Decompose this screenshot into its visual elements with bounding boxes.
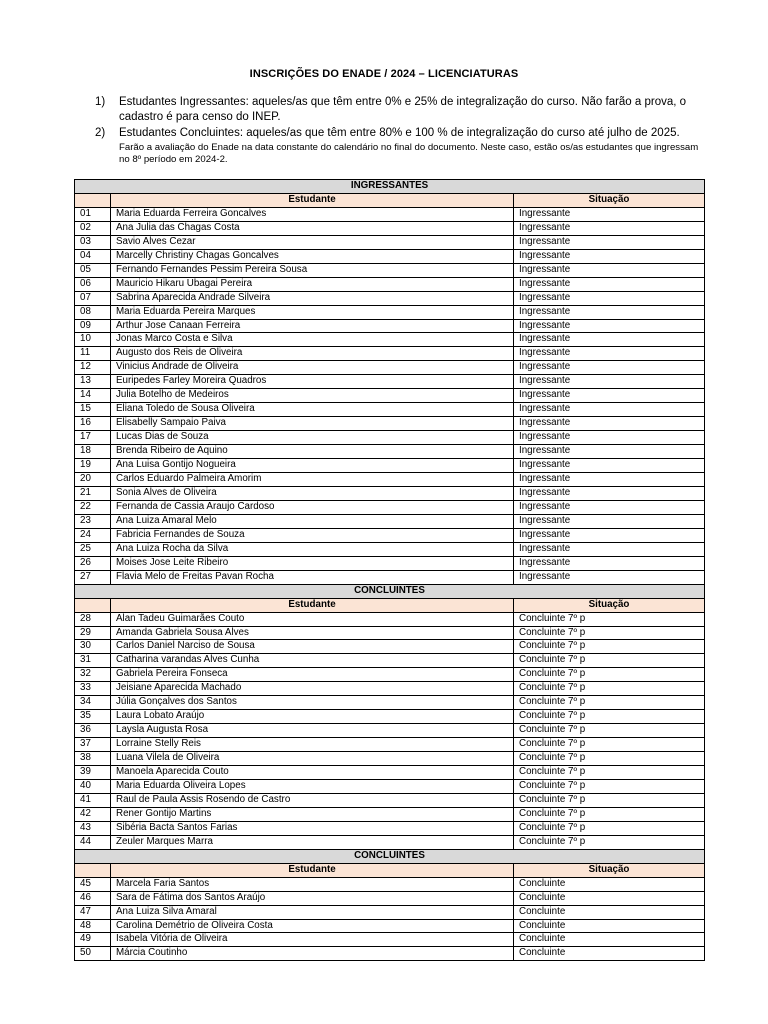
table-row [75, 277, 705, 291]
row-number: 31 [75, 654, 111, 668]
student-status: Ingressante [514, 361, 705, 375]
row-number: 16 [75, 417, 111, 431]
row-number: 49 [75, 933, 111, 947]
student-status: Concluinte 7º p [514, 724, 705, 738]
student-status: Concluinte 7º p [514, 738, 705, 752]
student-name: Jonas Marco Costa e Silva [111, 333, 514, 347]
student-name: Sara de Fátima dos Santos Araújo [111, 891, 514, 905]
student-status: Ingressante [514, 417, 705, 431]
row-number: 09 [75, 319, 111, 333]
student-name: Julia Botelho de Medeiros [111, 389, 514, 403]
student-status: Ingressante [514, 207, 705, 221]
column-header-status: Situação [514, 863, 705, 877]
student-status: Concluinte [514, 877, 705, 891]
student-name: Marcelly Christiny Chagas Goncalves [111, 249, 514, 263]
table-row [75, 542, 705, 556]
student-status: Concluinte 7º p [514, 793, 705, 807]
table-row [75, 249, 705, 263]
table-row [75, 375, 705, 389]
student-name: Carlos Daniel Narciso de Sousa [111, 640, 514, 654]
student-status: Ingressante [514, 347, 705, 361]
row-number: 33 [75, 682, 111, 696]
student-status: Concluinte 7º p [514, 626, 705, 640]
student-name: Manoela Aparecida Couto [111, 766, 514, 780]
student-name: Jeisiane Aparecida Machado [111, 682, 514, 696]
student-status: Concluinte 7º p [514, 696, 705, 710]
table-row [75, 221, 705, 235]
row-number: 10 [75, 333, 111, 347]
student-status: Concluinte [514, 919, 705, 933]
row-number: 03 [75, 235, 111, 249]
column-header-student: Estudante [111, 193, 514, 207]
student-name: Carlos Eduardo Palmeira Amorim [111, 473, 514, 487]
student-status: Ingressante [514, 431, 705, 445]
student-name: Lorraine Stelly Reis [111, 738, 514, 752]
table-row [75, 877, 705, 891]
student-name: Sonia Alves de Oliveira [111, 486, 514, 500]
row-number: 28 [75, 612, 111, 626]
student-name: Flavia Melo de Freitas Pavan Rocha [111, 570, 514, 584]
column-header-row [75, 598, 705, 612]
table-row [75, 654, 705, 668]
row-number: 41 [75, 793, 111, 807]
table-row [75, 905, 705, 919]
row-number: 08 [75, 305, 111, 319]
student-name: Euripedes Farley Moreira Quadros [111, 375, 514, 389]
table-row [75, 556, 705, 570]
student-name: Savio Alves Cezar [111, 235, 514, 249]
row-number: 46 [75, 891, 111, 905]
student-name: Moises Jose Leite Ribeiro [111, 556, 514, 570]
row-number: 20 [75, 473, 111, 487]
column-header-student: Estudante [111, 863, 514, 877]
intro-item-ingressantes [95, 95, 705, 124]
intro-item-text: Estudantes Concluintes: aqueles/as que têm entre 80% e 100 % de integralização do curso até julho de 2025. [119, 127, 680, 139]
student-status: Ingressante [514, 528, 705, 542]
section-title-row [75, 849, 705, 863]
table-row [75, 807, 705, 821]
student-name: Mauricio Hikaru Ubagai Pereira [111, 277, 514, 291]
row-number: 13 [75, 375, 111, 389]
student-name: Augusto dos Reis de Oliveira [111, 347, 514, 361]
section-title-row [75, 584, 705, 598]
student-status: Ingressante [514, 570, 705, 584]
student-name: Sabrina Aparecida Andrade Silveira [111, 291, 514, 305]
table-row [75, 347, 705, 361]
intro-item-note: Farão a avaliação do Enade na data constante do calendário no final do documento. Neste caso, estão os/as estudantes que ingressam no 8º período em 2024-2. [119, 141, 699, 165]
student-name: Laura Lobato Araújo [111, 710, 514, 724]
table-row [75, 668, 705, 682]
row-number: 14 [75, 389, 111, 403]
column-header-number [75, 193, 111, 207]
student-status: Ingressante [514, 542, 705, 556]
table-row [75, 793, 705, 807]
row-number: 04 [75, 249, 111, 263]
student-name: Maria Eduarda Oliveira Lopes [111, 779, 514, 793]
row-number: 44 [75, 835, 111, 849]
student-status: Concluinte [514, 933, 705, 947]
row-number: 36 [75, 724, 111, 738]
section-title: CONCLUINTES [75, 584, 705, 598]
student-status: Concluinte 7º p [514, 779, 705, 793]
student-status: Ingressante [514, 235, 705, 249]
student-status: Ingressante [514, 556, 705, 570]
row-number: 48 [75, 919, 111, 933]
table-row [75, 486, 705, 500]
row-number: 24 [75, 528, 111, 542]
table-row [75, 473, 705, 487]
row-number: 40 [75, 779, 111, 793]
student-name: Eliana Toledo de Sousa Oliveira [111, 403, 514, 417]
student-name: Alan Tadeu Guimarães Couto [111, 612, 514, 626]
table-row [75, 919, 705, 933]
student-status: Concluinte 7º p [514, 821, 705, 835]
student-name: Maria Eduarda Ferreira Goncalves [111, 207, 514, 221]
row-number: 27 [75, 570, 111, 584]
table-row [75, 682, 705, 696]
student-name: Elisabelly Sampaio Paiva [111, 417, 514, 431]
student-status: Concluinte 7º p [514, 835, 705, 849]
student-status: Concluinte [514, 891, 705, 905]
student-name: Rener Gontijo Martins [111, 807, 514, 821]
table-row [75, 403, 705, 417]
table-row [75, 933, 705, 947]
student-status: Concluinte 7º p [514, 766, 705, 780]
column-header-row [75, 193, 705, 207]
student-name: Júlia Gonçalves dos Santos [111, 696, 514, 710]
table-row [75, 333, 705, 347]
student-name: Ana Julia das Chagas Costa [111, 221, 514, 235]
row-number: 35 [75, 710, 111, 724]
column-header-row [75, 863, 705, 877]
row-number: 12 [75, 361, 111, 375]
table-row [75, 779, 705, 793]
table-row [75, 445, 705, 459]
students-table [74, 179, 705, 961]
row-number: 07 [75, 291, 111, 305]
student-status: Ingressante [514, 305, 705, 319]
row-number: 47 [75, 905, 111, 919]
student-status: Ingressante [514, 403, 705, 417]
row-number: 17 [75, 431, 111, 445]
student-name: Laysla Augusta Rosa [111, 724, 514, 738]
student-name: Vinicius Andrade de Oliveira [111, 361, 514, 375]
student-status: Ingressante [514, 389, 705, 403]
row-number: 38 [75, 752, 111, 766]
student-name: Carolina Demétrio de Oliveira Costa [111, 919, 514, 933]
row-number: 43 [75, 821, 111, 835]
row-number: 39 [75, 766, 111, 780]
table-row [75, 361, 705, 375]
row-number: 01 [75, 207, 111, 221]
table-row [75, 263, 705, 277]
student-name: Márcia Coutinho [111, 947, 514, 961]
student-status: Concluinte 7º p [514, 752, 705, 766]
intro-item-concluintes [95, 126, 705, 167]
student-status: Concluinte 7º p [514, 668, 705, 682]
row-number: 05 [75, 263, 111, 277]
row-number: 02 [75, 221, 111, 235]
section-title-row [75, 180, 705, 194]
row-number: 32 [75, 668, 111, 682]
column-header-number [75, 863, 111, 877]
row-number: 25 [75, 542, 111, 556]
table-row [75, 514, 705, 528]
student-status: Concluinte 7º p [514, 612, 705, 626]
table-row [75, 724, 705, 738]
student-status: Ingressante [514, 319, 705, 333]
row-number: 15 [75, 403, 111, 417]
column-header-number [75, 598, 111, 612]
student-status: Concluinte 7º p [514, 682, 705, 696]
table-row [75, 891, 705, 905]
student-status: Ingressante [514, 486, 705, 500]
table-row [75, 291, 705, 305]
student-status: Concluinte [514, 905, 705, 919]
student-status: Ingressante [514, 249, 705, 263]
students-table-body [75, 180, 705, 961]
row-number: 18 [75, 445, 111, 459]
table-row [75, 305, 705, 319]
table-row [75, 389, 705, 403]
student-status: Ingressante [514, 277, 705, 291]
table-row [75, 570, 705, 584]
row-number: 21 [75, 486, 111, 500]
student-name: Ana Luiza Rocha da Silva [111, 542, 514, 556]
student-status: Ingressante [514, 514, 705, 528]
student-name: Maria Eduarda Pereira Marques [111, 305, 514, 319]
row-number: 42 [75, 807, 111, 821]
student-name: Brenda Ribeiro de Aquino [111, 445, 514, 459]
student-name: Marcela Faria Santos [111, 877, 514, 891]
table-row [75, 640, 705, 654]
row-number: 19 [75, 459, 111, 473]
student-name: Lucas Dias de Souza [111, 431, 514, 445]
student-name: Fabricia Fernandes de Souza [111, 528, 514, 542]
student-name: Zeuler Marques Marra [111, 835, 514, 849]
row-number: 30 [75, 640, 111, 654]
table-row [75, 431, 705, 445]
column-header-status: Situação [514, 193, 705, 207]
student-status: Ingressante [514, 445, 705, 459]
table-row [75, 528, 705, 542]
student-name: Isabela Vitória de Oliveira [111, 933, 514, 947]
table-row [75, 500, 705, 514]
student-status: Ingressante [514, 221, 705, 235]
row-number: 11 [75, 347, 111, 361]
table-row [75, 752, 705, 766]
student-name: Sibéria Bacta Santos Farias [111, 821, 514, 835]
table-row [75, 319, 705, 333]
student-status: Ingressante [514, 291, 705, 305]
student-status: Ingressante [514, 473, 705, 487]
table-row [75, 947, 705, 961]
table-row [75, 417, 705, 431]
student-status: Concluinte 7º p [514, 640, 705, 654]
row-number: 37 [75, 738, 111, 752]
row-number: 23 [75, 514, 111, 528]
student-status: Ingressante [514, 500, 705, 514]
intro-list [95, 95, 705, 167]
row-number: 29 [75, 626, 111, 640]
section-title: INGRESSANTES [75, 180, 705, 194]
intro-item-number: 2) [95, 127, 106, 139]
table-row [75, 710, 705, 724]
column-header-status: Situação [514, 598, 705, 612]
student-status: Ingressante [514, 459, 705, 473]
student-status: Concluinte 7º p [514, 807, 705, 821]
section-title: CONCLUINTES [75, 849, 705, 863]
row-number: 50 [75, 947, 111, 961]
intro-item-number: 1) [95, 96, 106, 108]
student-status: Ingressante [514, 375, 705, 389]
student-name: Fernanda de Cassia Araujo Cardoso [111, 500, 514, 514]
row-number: 26 [75, 556, 111, 570]
row-number: 34 [75, 696, 111, 710]
table-row [75, 207, 705, 221]
table-row [75, 766, 705, 780]
student-name: Luana Vilela de Oliveira [111, 752, 514, 766]
table-row [75, 626, 705, 640]
table-row [75, 835, 705, 849]
student-name: Ana Luiza Amaral Melo [111, 514, 514, 528]
row-number: 45 [75, 877, 111, 891]
student-status: Ingressante [514, 333, 705, 347]
page-title: INSCRIÇÕES DO ENADE / 2024 – LICENCIATURAS [249, 68, 519, 80]
student-name: Fernando Fernandes Pessim Pereira Sousa [111, 263, 514, 277]
table-row [75, 459, 705, 473]
student-name: Gabriela Pereira Fonseca [111, 668, 514, 682]
student-status: Ingressante [514, 263, 705, 277]
student-name: Ana Luiza Silva Amaral [111, 905, 514, 919]
row-number: 22 [75, 500, 111, 514]
student-name: Arthur Jose Canaan Ferreira [111, 319, 514, 333]
table-row [75, 738, 705, 752]
table-row [75, 235, 705, 249]
table-row [75, 696, 705, 710]
table-row [75, 821, 705, 835]
student-status: Concluinte 7º p [514, 654, 705, 668]
student-status: Concluinte [514, 947, 705, 961]
student-name: Catharina varandas Alves Cunha [111, 654, 514, 668]
row-number: 06 [75, 277, 111, 291]
student-status: Concluinte 7º p [514, 710, 705, 724]
student-name: Ana Luisa Gontijo Nogueira [111, 459, 514, 473]
column-header-student: Estudante [111, 598, 514, 612]
intro-item-text: Estudantes Ingressantes: aqueles/as que têm entre 0% e 25% de integralização do curso. Não farão a prova, o cadastro é para censo do INEP. [119, 96, 687, 123]
student-name: Raul de Paula Assis Rosendo de Castro [111, 793, 514, 807]
table-row [75, 612, 705, 626]
student-name: Amanda Gabriela Sousa Alves [111, 626, 514, 640]
